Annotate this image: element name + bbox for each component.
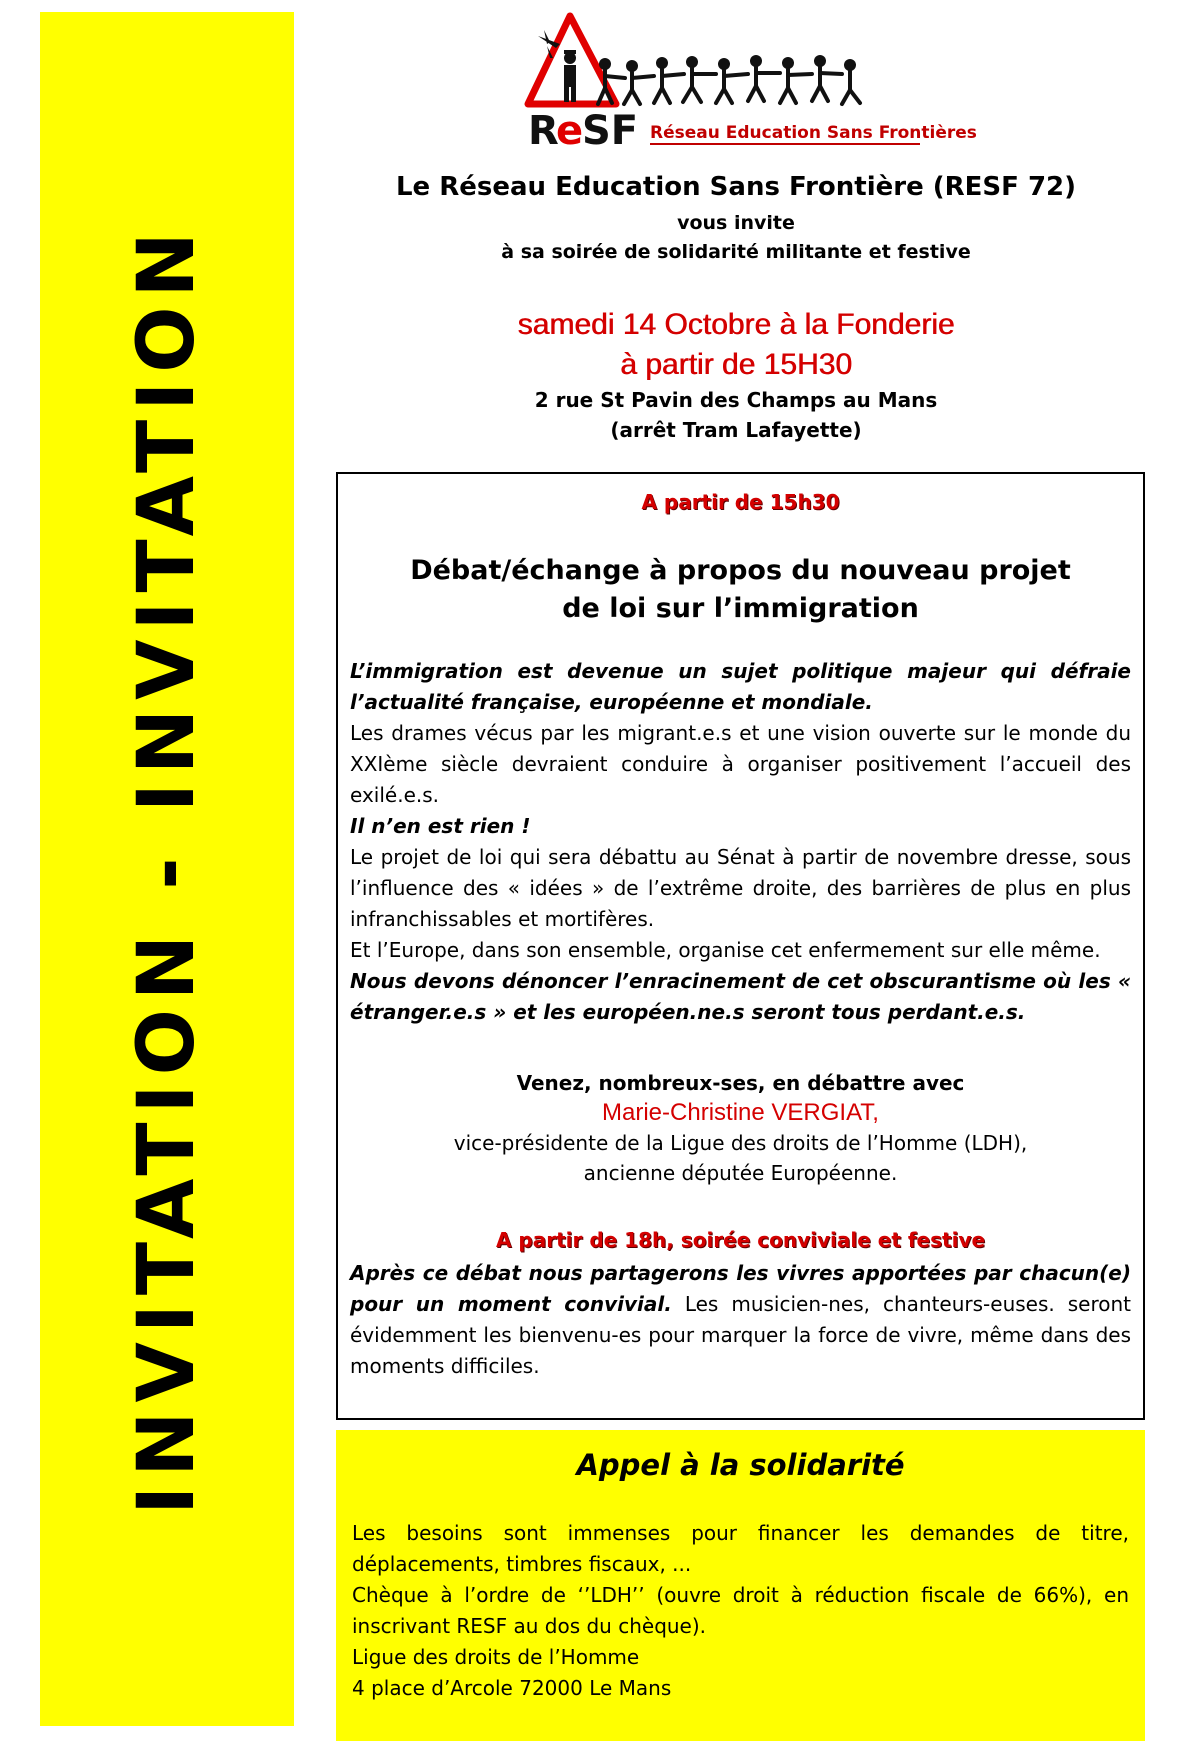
debate-title [338, 552, 1143, 628]
speaker-name: Marie-Christine VERGIAT, [602, 1099, 879, 1126]
solidarity-title: Appel à la solidarité [576, 1448, 905, 1482]
svg-text:SF: SF [582, 108, 639, 154]
invitation-banner [40, 12, 294, 1726]
invite-text: vous invite [677, 212, 795, 234]
come-invite: Venez, nombreux-ses, en débattre avec [516, 1071, 965, 1095]
event-time: à partir de 15H30 [620, 348, 852, 381]
event-date: samedi 14 Octobre à la Fonderie [517, 308, 955, 341]
svg-text:Réseau Education Sans Frontièr: Réseau Education Sans Frontières [650, 123, 977, 143]
cheque-text: Chèque à l’ordre de ‘’LDH’’ (ouvre droit à réduction fiscale de 66%), en inscrivant RESF au dos du chèque). [352, 1583, 1129, 1638]
debate-title-line-1: Débat/échange à propos du nouveau projet [410, 555, 1071, 586]
ldh-address: 4 place d’Arcole 72000 Le Mans [352, 1676, 672, 1700]
debate-description [350, 656, 1131, 1028]
program-box [336, 472, 1145, 1420]
banner-text: INVITATION - INVITATION [122, 223, 212, 1515]
intro-statement: L’immigration est devenue un sujet politique majeur qui défraie l’actualité française, européenne et mondiale. [350, 659, 1131, 714]
evening-description [350, 1258, 1131, 1382]
europe-text: Et l’Europe, dans son ensemble, organise cet enfermement sur elle même. [350, 938, 1101, 962]
intro-text: Les drames vécus par les migrant.e.s et une vision ouverte sur le monde du XXIème siècle devraient conduire à organiser positivement l’accueil des exilé.e.s. [350, 721, 1131, 807]
evening-statement: Après ce débat nous partagerons les vivres apportées par chacun(e) pour un moment convivial. [350, 1261, 1131, 1316]
event-address: 2 rue St Pavin des Champs au Mans [534, 388, 938, 412]
tram-stop: (arrêt Tram Lafayette) [610, 418, 862, 442]
solidarity-block [336, 1430, 1145, 1741]
organization-title: Le Réseau Education Sans Frontière (RESF 72) [395, 172, 1077, 202]
debate-title-line-2: de loi sur l’immigration [562, 593, 919, 624]
start-time-label: A partir de 15h30 [641, 490, 840, 514]
svg-text:e: e [556, 108, 584, 154]
speaker-block [338, 1068, 1143, 1188]
evening-text: Les musicien-nes, chanteurs-euses. seront évidemment les bienvenu-es pour marquer la force de vivre, même dans des moments difficiles. [350, 1292, 1132, 1378]
speaker-role-1: vice-présidente de la Ligue des droits de l’Homme (LDH), [453, 1131, 1028, 1155]
event-description: à sa soirée de solidarité militante et festive [501, 241, 971, 263]
evening-label: A partir de 18h, soirée conviviale et festive [495, 1228, 986, 1252]
ldh-name: Ligue des droits de l’Homme [352, 1645, 640, 1669]
solidarity-body [352, 1518, 1129, 1704]
nothing-statement: Il n’en est rien ! [350, 814, 531, 838]
law-text: Le projet de loi qui sera débattu au Sénat à partir de novembre dresse, sous l’influence des « idées » de l’extrême droite, des barrières de plus en plus infranchissables et mortifères. [350, 845, 1131, 931]
denounce-statement: Nous devons dénoncer l’enracinement de cet obscurantisme où les « étranger.e.s » et les européen.ne.s seront tous perdant.e.s. [350, 969, 1131, 1024]
resf-logo [520, 8, 977, 158]
svg-text:R: R [528, 108, 559, 154]
needs-text: Les besoins sont immenses pour financer les demandes de titre, déplacements, timbres fiscaux, ... [352, 1521, 1129, 1576]
speaker-role-2: ancienne députée Européenne. [583, 1161, 898, 1185]
